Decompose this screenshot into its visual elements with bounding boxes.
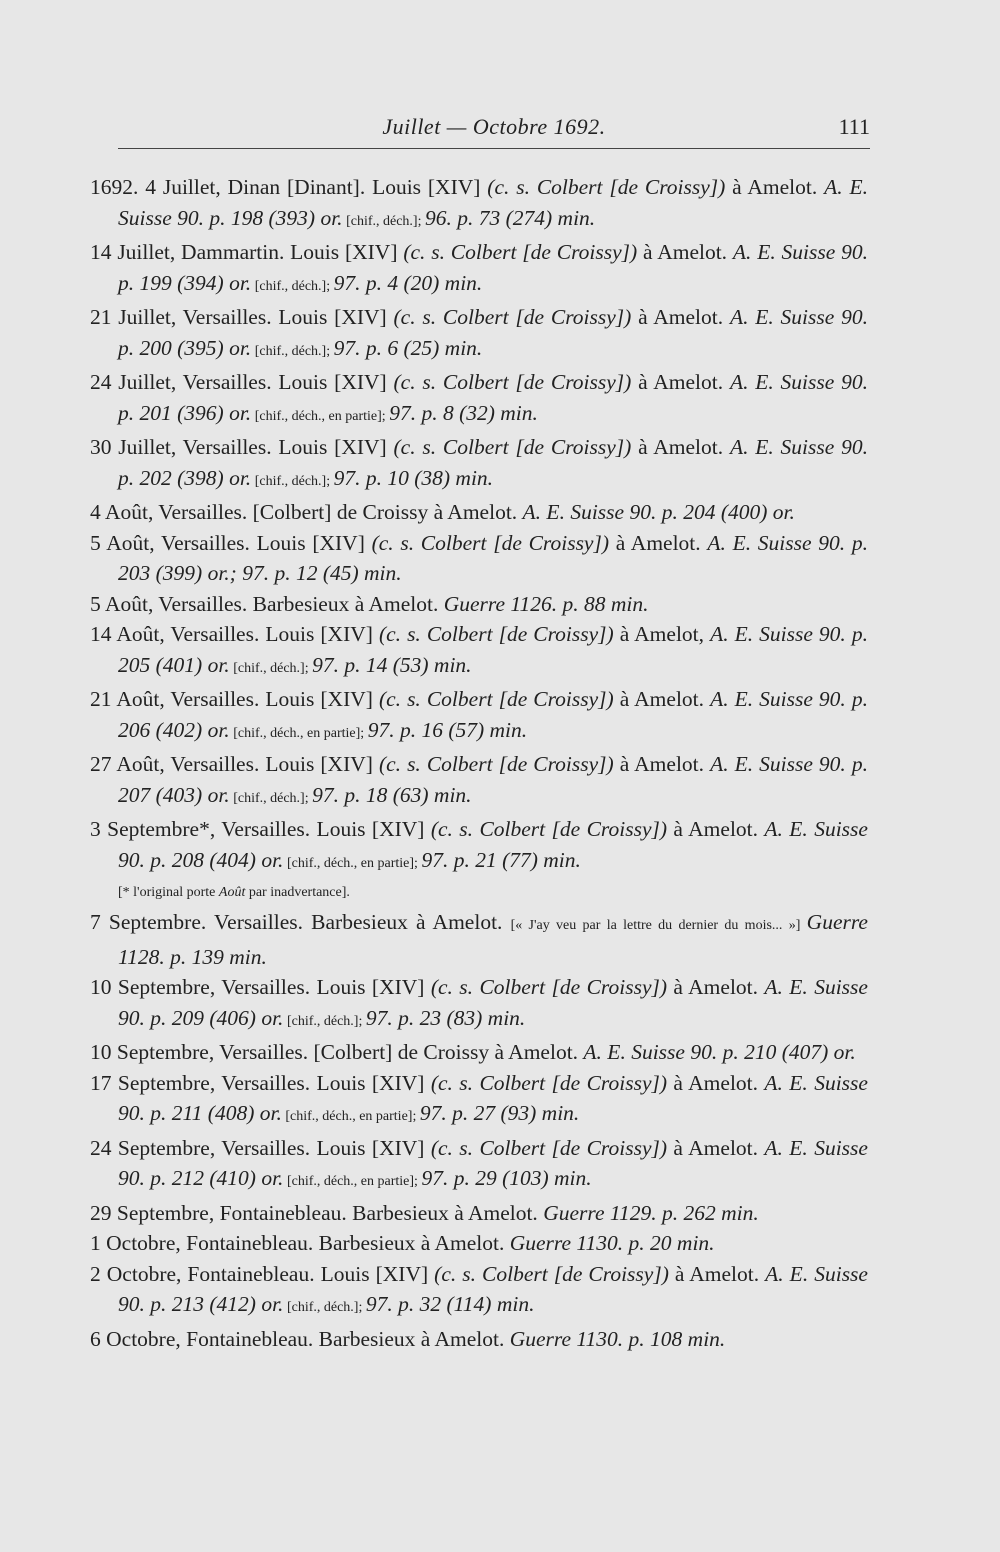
entry-lead: 29 Septembre, Fontainebleau. Barbesieux à Amelot. <box>90 1200 544 1225</box>
entry-it1: (c. s. Colbert [de Croissy]) <box>378 687 614 711</box>
entry <box>90 619 868 684</box>
entry-mid: à Amelot. <box>667 1070 765 1095</box>
entry-lead: 24 Juillet, Versailles. Louis [XIV] <box>90 370 394 394</box>
entry-mid: à Amelot. <box>725 175 825 199</box>
entry-it1: (c. s. Colbert [de Croissy]) <box>430 817 668 841</box>
entry-lead: 1692. 4 Juillet, Dinan [Dinant]. Louis [XIV] <box>90 175 488 199</box>
entry-mid: à Amelot. <box>613 752 711 776</box>
entry-lead: 21 Août, Versailles. Louis [XIV] <box>90 687 379 711</box>
entry-ref: A. E. Suisse 90. p. 207 (403) or. <box>118 752 868 807</box>
entry-lead: 4 Août, Versailles. [Colbert] de Croissy à Amelot. <box>90 500 523 524</box>
entry-ref: A. E. Suisse 90. p. 206 (402) or. <box>118 687 868 742</box>
entry-tail: Guerre 1128. p. 139 min. <box>118 910 868 969</box>
entry-lead: 24 Septembre, Versailles. Louis [XIV] <box>90 1135 431 1160</box>
entry-ref: Guerre 1130. p. 20 min. <box>509 1231 715 1255</box>
entry-ref: A. E. Suisse 90. p. 213 (412) or. <box>118 1261 868 1316</box>
entry-lead: 5 Août, Versailles. Barbesieux à Amelot. <box>90 591 444 616</box>
entry-mid: à Amelot. <box>609 530 708 555</box>
entry-it1: (c. s. Colbert [de Croissy]) <box>393 305 632 329</box>
running-title: Juillet — Octobre 1692. <box>382 114 606 139</box>
entry-it1: (c. s. Colbert [de Croissy]) <box>487 175 726 199</box>
entry-mid: à Amelot. <box>631 435 730 459</box>
entry-lead: 6 Octobre, Fontainebleau. Barbesieux à Amelot. <box>90 1326 510 1351</box>
entry-small: [chif., déch., en partie]; <box>283 855 422 871</box>
entry-small: [chif., déch., en partie]; <box>283 1174 422 1189</box>
entry-ref: A. E. Suisse 90. p. 205 (401) or. <box>118 622 868 677</box>
entry-ref: A. E. Suisse 90. p. 202 (398) or. <box>118 435 868 490</box>
entry-mid: à Amelot. <box>667 817 765 841</box>
entry-ref: A. E. Suisse 90. p. 209 (406) or. <box>118 975 868 1030</box>
entry-it1: (c. s. Colbert [de Croissy]) <box>403 240 638 264</box>
entry-small: [chif., déch.]; <box>251 343 334 359</box>
entry-tail: 96. p. 73 (274) min. <box>424 205 596 230</box>
entry-mid: à Amelot. <box>613 687 711 711</box>
entry-small: [chif., déch.]; <box>251 473 334 489</box>
entry-tail: 97. p. 14 (53) min. <box>312 652 472 677</box>
entry <box>90 907 868 972</box>
entry <box>90 1037 868 1068</box>
entry-small: [chif., déch.]; <box>283 1300 366 1315</box>
entry-lead: 14 Juillet, Dammartin. Louis [XIV] <box>90 240 404 264</box>
entry <box>90 367 868 432</box>
entry-small: [« J'ay veu par la lettre du dernier du mois... »] <box>510 918 807 933</box>
entry <box>90 1324 868 1355</box>
entry-ref: A. E. Suisse 90. p. 210 (407) or. <box>583 1040 856 1064</box>
entry-tail: 97. p. 8 (32) min. <box>389 400 538 425</box>
entry-small: [chif., déch., en partie]; <box>251 408 390 424</box>
entry <box>90 1198 868 1229</box>
entry-ref: Guerre 1126. p. 88 min. <box>443 591 649 616</box>
entry-lead: 30 Juillet, Versailles. Louis [XIV] <box>90 435 394 459</box>
entry-lead: 10 Septembre, Versailles. [Colbert] de Croissy à Amelot. <box>90 1040 584 1064</box>
entry-ref: Guerre 1129. p. 262 min. <box>543 1200 759 1225</box>
entry-ref: Guerre 1130. p. 108 min. <box>509 1326 726 1351</box>
entry-lead: 3 Septembre*, Versailles. Louis [XIV] <box>90 817 431 841</box>
entry-ref: A. E. Suisse 90. p. 200 (395) or. <box>118 305 868 360</box>
entry-tail: 97. p. 4 (20) min. <box>333 270 483 295</box>
entry-it1: (c. s. Colbert [de Croissy]) <box>378 752 614 776</box>
entry-tail: 97. p. 6 (25) min. <box>333 335 483 360</box>
entry <box>90 1228 868 1259</box>
entry-mid: à Amelot. <box>631 370 730 394</box>
entry-ref: A. E. Suisse 90. p. 203 (399) or.; 97. p. 12 (45) min. <box>118 530 868 585</box>
entry-small: [chif., déch.]; <box>283 1013 366 1029</box>
entry-tail: 97. p. 29 (103) min. <box>421 1166 592 1190</box>
entry-it1: (c. s. Colbert [de Croissy]) <box>371 530 610 555</box>
entry-small: [chif., déch.]; <box>251 278 334 294</box>
entry-tail: 97. p. 32 (114) min. <box>365 1292 535 1316</box>
entry-tail: 97. p. 27 (93) min. <box>419 1101 580 1125</box>
entry-mid: à Amelot. <box>668 1261 766 1286</box>
entry-ref: A. E. Suisse 90. p. 211 (408) or. <box>118 1070 868 1125</box>
entry-lead: 5 Août, Versailles. Louis [XIV] <box>90 530 372 555</box>
footnote: [* l'original porte Août par inadvertance]. <box>118 885 350 900</box>
entry-small: [chif., déch., en partie]; <box>229 725 368 741</box>
entry-mid: à Amelot, <box>613 622 711 646</box>
entry-lead: 7 Septembre. Versailles. Barbesieux à Amelot. <box>90 910 511 934</box>
entry-ref: A. E. Suisse 90. p. 208 (404) or. <box>118 817 868 872</box>
entry <box>90 172 868 237</box>
page-number: 111 <box>838 114 870 139</box>
entry-tail: 97. p. 21 (77) min. <box>421 847 581 872</box>
entry-it1: (c. s. Colbert [de Croissy]) <box>378 622 614 646</box>
entry <box>90 684 868 749</box>
entry-small: [chif., déch., en partie]; <box>281 1109 420 1124</box>
entry <box>90 814 868 879</box>
entry-ref: A. E. Suisse 90. p. 201 (396) or. <box>118 370 868 425</box>
entry-lead: 17 Septembre, Versailles. Louis [XIV] <box>90 1070 431 1095</box>
entry-lead: 21 Juillet, Versailles. Louis [XIV] <box>90 305 394 329</box>
entry-it1: (c. s. Colbert [de Croissy]) <box>393 435 632 459</box>
entry-tail: 97. p. 23 (83) min. <box>365 1005 526 1030</box>
entry <box>90 1133 868 1198</box>
entry-mid: à Amelot. <box>667 1135 765 1160</box>
entry-tail: 97. p. 18 (63) min. <box>312 782 472 807</box>
entry-it1: (c. s. Colbert [de Croissy]) <box>430 975 668 999</box>
entry-small: [chif., déch.]; <box>342 213 425 229</box>
entry <box>90 237 868 302</box>
entry-list <box>90 172 868 1354</box>
entry-mid: à Amelot. <box>667 975 765 999</box>
entry <box>90 528 868 589</box>
entry-it1: (c. s. Colbert [de Croissy]) <box>434 1261 669 1286</box>
entry-mid: à Amelot. <box>637 240 733 264</box>
entry <box>90 432 868 497</box>
entry-tail: 97. p. 16 (57) min. <box>367 717 528 742</box>
entry-it1: (c. s. Colbert [de Croissy]) <box>393 370 632 394</box>
entry <box>90 589 868 620</box>
entry <box>90 972 868 1037</box>
entry-small: [chif., déch.]; <box>229 660 313 676</box>
entry-lead: 14 Août, Versailles. Louis [XIV] <box>90 622 379 646</box>
entry-ref: A. E. Suisse 90. p. 204 (400) or. <box>522 500 795 524</box>
entry-tail: 97. p. 10 (38) min. <box>333 465 494 490</box>
entry-ref: A. E. Suisse 90. p. 198 (393) or. <box>118 175 868 230</box>
entry-ref: A. E. Suisse 90. p. 212 (410) or. <box>118 1135 868 1190</box>
entry-it1: (c. s. Colbert [de Croissy]) <box>430 1135 668 1160</box>
entry-lead: 1 Octobre, Fontainebleau. Barbesieux à Amelot. <box>90 1231 510 1255</box>
entry-lead: 10 Septembre, Versailles. Louis [XIV] <box>90 975 431 999</box>
entry <box>90 302 868 367</box>
entry <box>90 1068 868 1133</box>
entry-it1: (c. s. Colbert [de Croissy]) <box>430 1070 668 1095</box>
page-header <box>118 112 870 149</box>
entry-small: [chif., déch.]; <box>229 790 313 806</box>
entry-lead: 27 Août, Versailles. Louis [XIV] <box>90 752 379 776</box>
entry <box>90 497 868 528</box>
entry-mid: à Amelot. <box>631 305 730 329</box>
entry <box>90 749 868 814</box>
entry <box>90 1259 868 1324</box>
entry-ref: A. E. Suisse 90. p. 199 (394) or. <box>118 240 868 295</box>
entry-lead: 2 Octobre, Fontainebleau. Louis [XIV] <box>90 1261 435 1286</box>
